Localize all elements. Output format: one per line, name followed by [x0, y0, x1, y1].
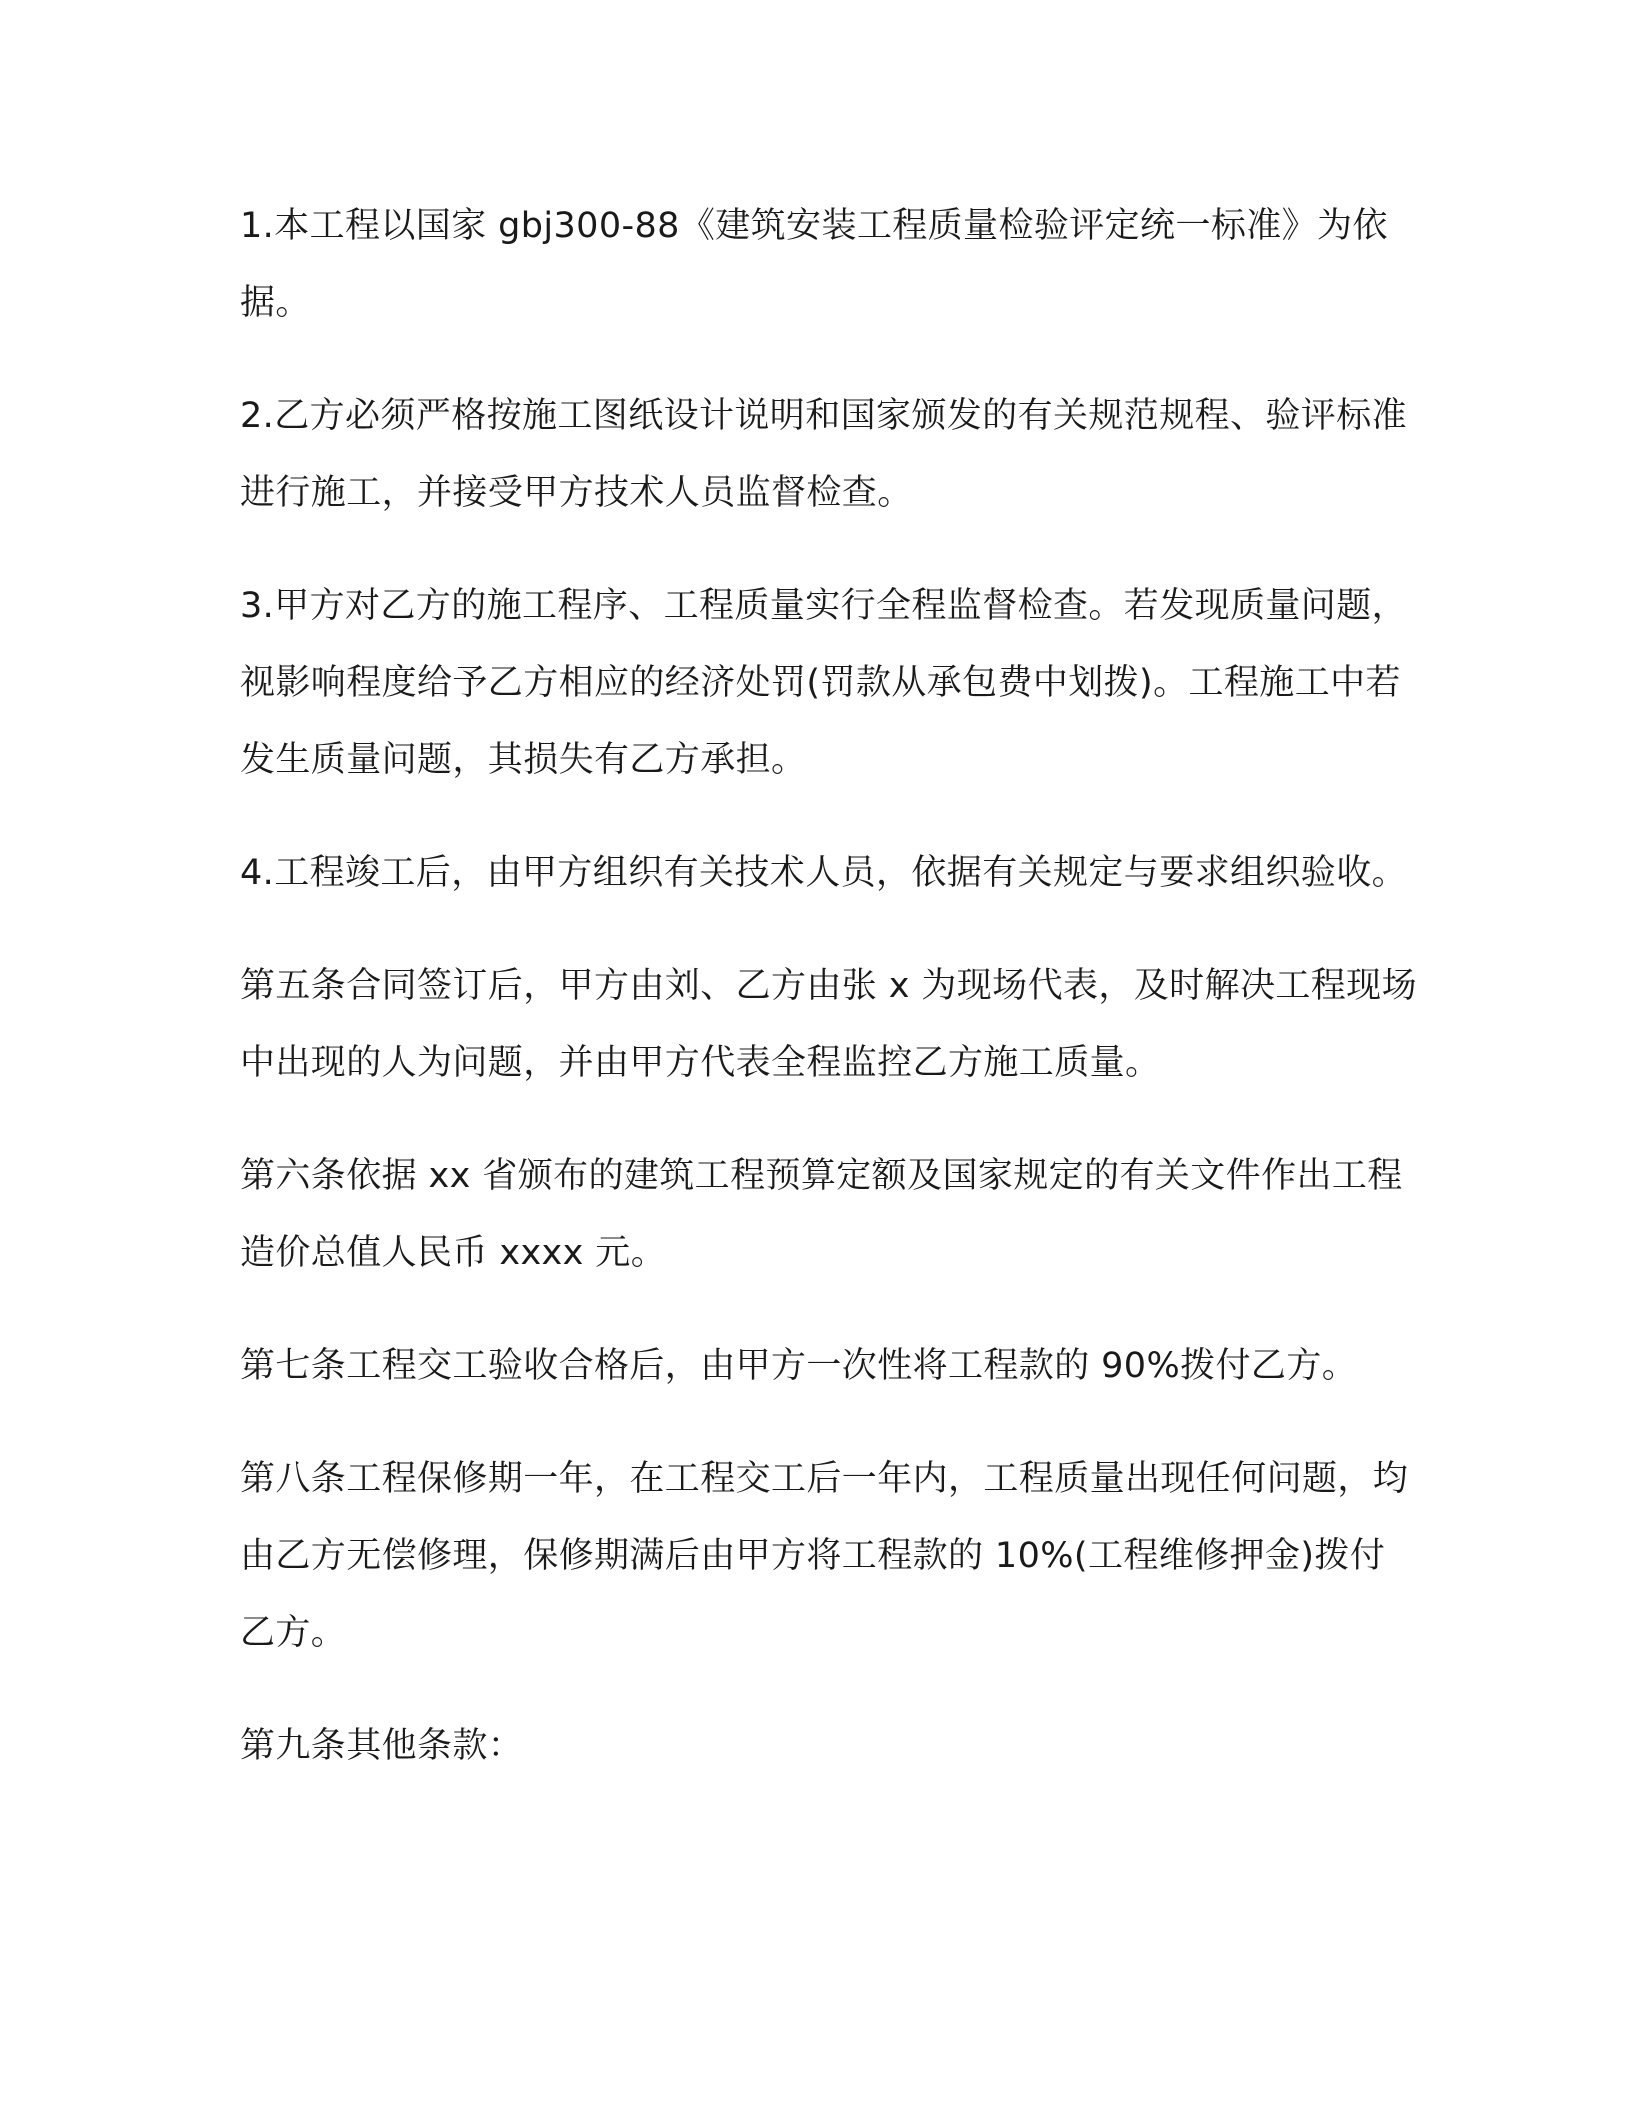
clause-2-construction-specs: 2.乙方必须严格按施工图纸设计说明和国家颁发的有关规范规程、验评标准进行施工，并接受甲方技术人员监督检查。: [240, 396, 1407, 513]
clause-4-completion-acceptance: 4.工程竣工后，由甲方组织有关技术人员，依据有关规定与要求组织验收。: [240, 853, 1407, 893]
article-6-project-cost: 第六条依据 xx 省颁布的建筑工程预算定额及国家规定的有关文件作出工程造价总值人民币 xxxx 元。: [240, 1156, 1403, 1273]
article-9-other-terms: 第九条其他条款：: [240, 1726, 524, 1766]
clause-3-quality-supervision: 3.甲方对乙方的施工程序、工程质量实行全程监督检查。若发现质量问题，视影响程度给予乙方相应的经济处罚(罚款从承包费中划拨)。工程施工中若发生质量问题，其损失有乙方承担。: [240, 586, 1407, 780]
document-page: [240, 188, 1420, 1821]
article-8-warranty: 第八条工程保修期一年，在工程交工后一年内，工程质量出现任何问题，均由乙方无偿修理，保修期满后由甲方将工程款的 10%(工程维修押金)拨付乙方。: [240, 1459, 1409, 1653]
article-5-site-representatives: 第五条合同签订后，甲方由刘、乙方由张 x 为现场代表，及时解决工程现场中出现的人为问题，并由甲方代表全程监控乙方施工质量。: [240, 966, 1417, 1083]
article-7-payment: 第七条工程交工验收合格后，由甲方一次性将工程款的 90%拨付乙方。: [240, 1346, 1358, 1386]
clause-1-quality-standard: 1.本工程以国家 gbj300-88《建筑安装工程质量检验评定统一标准》为依据。: [240, 206, 1388, 323]
